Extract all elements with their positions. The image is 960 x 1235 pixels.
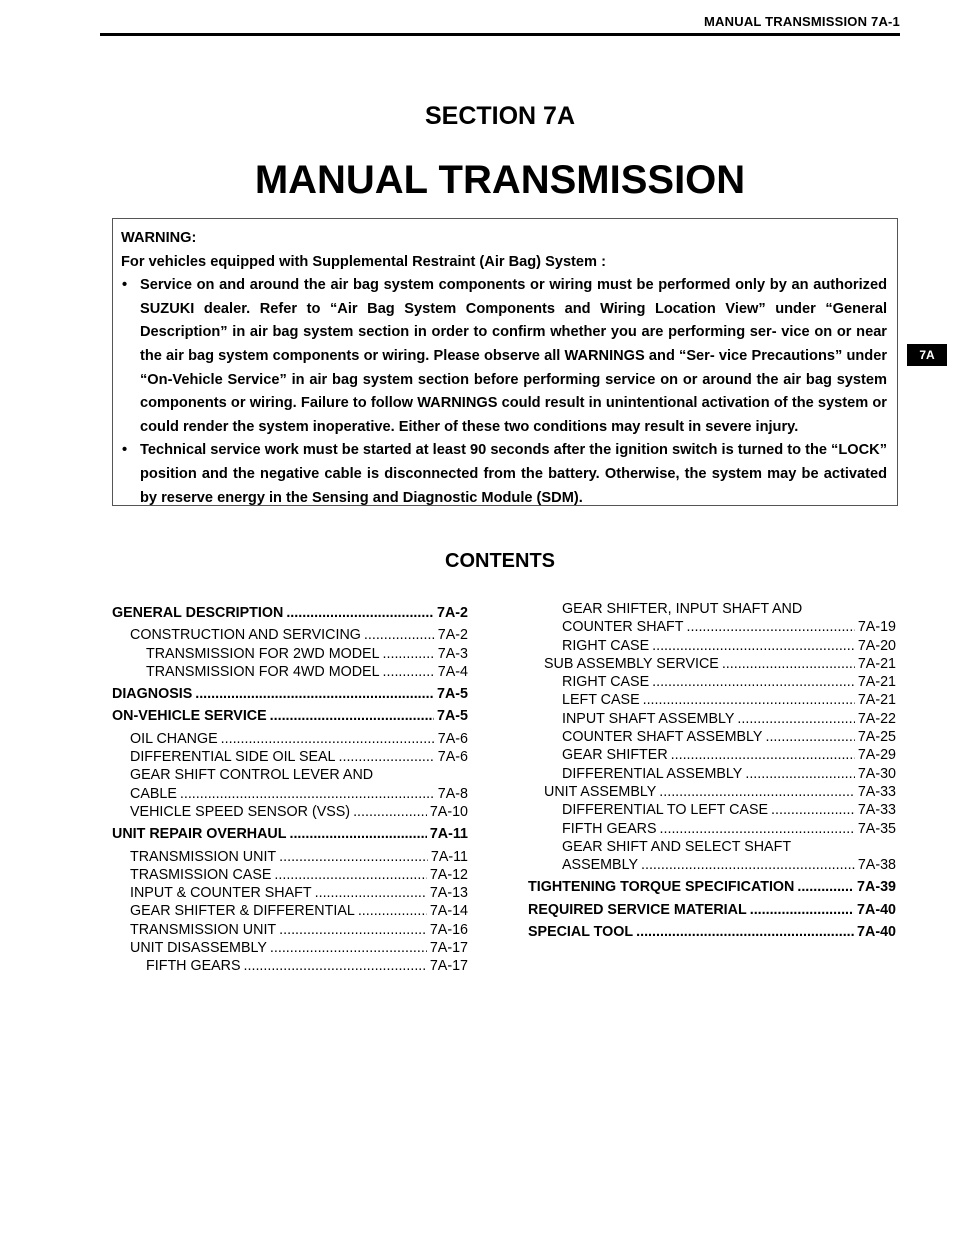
toc-entry-transmission-2wd[interactable]: TRANSMISSION FOR 2WD MODEL ..... 7A-3	[112, 645, 468, 663]
toc-entry-unit-disassembly[interactable]: UNIT DISASSEMBLY ..... 7A-17	[112, 939, 468, 957]
contents-heading: CONTENTS	[445, 550, 555, 572]
toc-entry-gear-shift-select-line1[interactable]: GEAR SHIFT AND SELECT SHAFT	[562, 838, 792, 855]
header-rule	[100, 33, 900, 36]
toc-entry-input-counter-shaft[interactable]: INPUT & COUNTER SHAFT ..... 7A-13	[112, 884, 468, 902]
section-tab[interactable]: 7A	[907, 344, 947, 366]
toc-entry-required-service-material[interactable]: REQUIRED SERVICE MATERIAL ..... 7A-40	[528, 901, 896, 919]
toc-entry-on-vehicle-service[interactable]: ON-VEHICLE SERVICE ..... 7A-5	[112, 707, 468, 725]
toc-entry-tightening-torque[interactable]: TIGHTENING TORQUE SPECIFICATION ..... 7A-39	[528, 878, 896, 896]
toc-entry-fifth-gears-2[interactable]: FIFTH GEARS ..... 7A-35	[528, 820, 896, 838]
toc-entry-transmission-4wd[interactable]: TRANSMISSION FOR 4WD MODEL ..... 7A-4	[112, 663, 468, 681]
warning-heading: WARNING:	[121, 230, 197, 246]
toc-entry-input-shaft-assembly[interactable]: INPUT SHAFT ASSEMBLY ..... 7A-22	[528, 710, 896, 728]
toc-entry-differential-side-oil-seal[interactable]: DIFFERENTIAL SIDE OIL SEAL ..... 7A-6	[112, 748, 468, 766]
toc-entry-unit-assembly[interactable]: UNIT ASSEMBLY ..... 7A-33	[528, 783, 896, 801]
toc-right-column	[528, 600, 896, 945]
toc-entry-transmission-unit-2[interactable]: TRANSMISSION UNIT ..... 7A-16	[112, 921, 468, 939]
toc-entry-fifth-gears[interactable]: FIFTH GEARS ..... 7A-17	[112, 957, 468, 975]
toc-entry-left-case[interactable]: LEFT CASE ..... 7A-21	[528, 691, 896, 709]
warning-bullet: • Service on and around the air bag system components or wiring must be performed only by an authorized SUZUKI dealer. Refer to “Air Bag System Components and Wiring Location View” under “General Description” in air bag system section in order to confirm whether you are performing ser- vice on or near the air bag system components or wiring. Please observe all WARNINGS and “Ser- vice Precautions” under “On-Vehicle Service” in air bag system section before performing service on or around the air bag system components or wiring. Failure to follow WARNINGS could result in unintentional activation of the system or could render the system inoperative. Either of these two conditions may result in severe injury.	[121, 274, 887, 439]
toc-entry-differential-to-left-case[interactable]: DIFFERENTIAL TO LEFT CASE ..... 7A-33	[528, 801, 896, 819]
toc-entry-diagnosis[interactable]: DIAGNOSIS ..... 7A-5	[112, 685, 468, 703]
toc-entry-gear-shift-control-cable[interactable]: CABLE ..... 7A-8	[112, 785, 468, 803]
toc-entry-gear-shifter-differential[interactable]: GEAR SHIFTER & DIFFERENTIAL ..... 7A-14	[112, 902, 468, 920]
toc-entry-unit-repair-overhaul[interactable]: UNIT REPAIR OVERHAUL ..... 7A-11	[112, 825, 468, 843]
warning-intro: For vehicles equipped with Supplemental Restraint (Air Bag) System :	[121, 253, 606, 270]
toc-entry-special-tool[interactable]: SPECIAL TOOL ..... 7A-40	[528, 923, 896, 941]
toc-entry-differential-assembly[interactable]: DIFFERENTIAL ASSEMBLY ..... 7A-30	[528, 765, 896, 783]
toc-entry-gear-shifter[interactable]: GEAR SHIFTER ..... 7A-29	[528, 746, 896, 764]
toc-entry-counter-shaft[interactable]: COUNTER SHAFT ..... 7A-19	[528, 618, 896, 636]
toc-entry-counter-shaft-assembly[interactable]: COUNTER SHAFT ASSEMBLY ..... 7A-25	[528, 728, 896, 746]
section-label: SECTION 7A	[424, 102, 576, 130]
page-title: MANUAL TRANSMISSION	[254, 158, 746, 202]
warning-list	[121, 274, 887, 510]
warning-box	[112, 218, 898, 506]
toc-entry-construction-and-servicing[interactable]: CONSTRUCTION AND SERVICING ..... 7A-2	[112, 626, 468, 644]
toc-entry-oil-change[interactable]: OIL CHANGE ..... 7A-6	[112, 730, 468, 748]
toc-entry-transmission-unit[interactable]: TRANSMISSION UNIT ..... 7A-11	[112, 848, 468, 866]
toc-entry-right-case[interactable]: RIGHT CASE ..... 7A-20	[528, 637, 896, 655]
toc-entry-trasmission-case[interactable]: TRASMISSION CASE ..... 7A-12	[112, 866, 468, 884]
toc-entry-gear-shifter-input-line1[interactable]: GEAR SHIFTER, INPUT SHAFT AND	[562, 601, 803, 617]
running-header: MANUAL TRANSMISSION 7A-1	[704, 14, 900, 29]
toc-entry-sub-assembly-service[interactable]: SUB ASSEMBLY SERVICE ..... 7A-21	[528, 655, 896, 673]
warning-bullet: • Technical service work must be started at least 90 seconds after the ignition switch is turned to the “LOCK” position and the negative cable is disconnected from the battery. Otherwise, the system may be activated by reserve energy in the Sensing and Diagnostic Module (SDM).	[121, 439, 887, 510]
toc-entry-gear-shift-select-assembly[interactable]: ASSEMBLY ..... 7A-38	[528, 856, 896, 874]
toc-left-column	[112, 600, 468, 976]
toc-entry-right-case-2[interactable]: RIGHT CASE ..... 7A-21	[528, 673, 896, 691]
toc-entry-general-description[interactable]: GENERAL DESCRIPTION ..... 7A-2	[112, 604, 468, 622]
toc-entry-vehicle-speed-sensor[interactable]: VEHICLE SPEED SENSOR (VSS) ..... 7A-10	[112, 803, 468, 821]
toc-entry-gear-shift-control-line1[interactable]: GEAR SHIFT CONTROL LEVER AND	[130, 767, 374, 784]
